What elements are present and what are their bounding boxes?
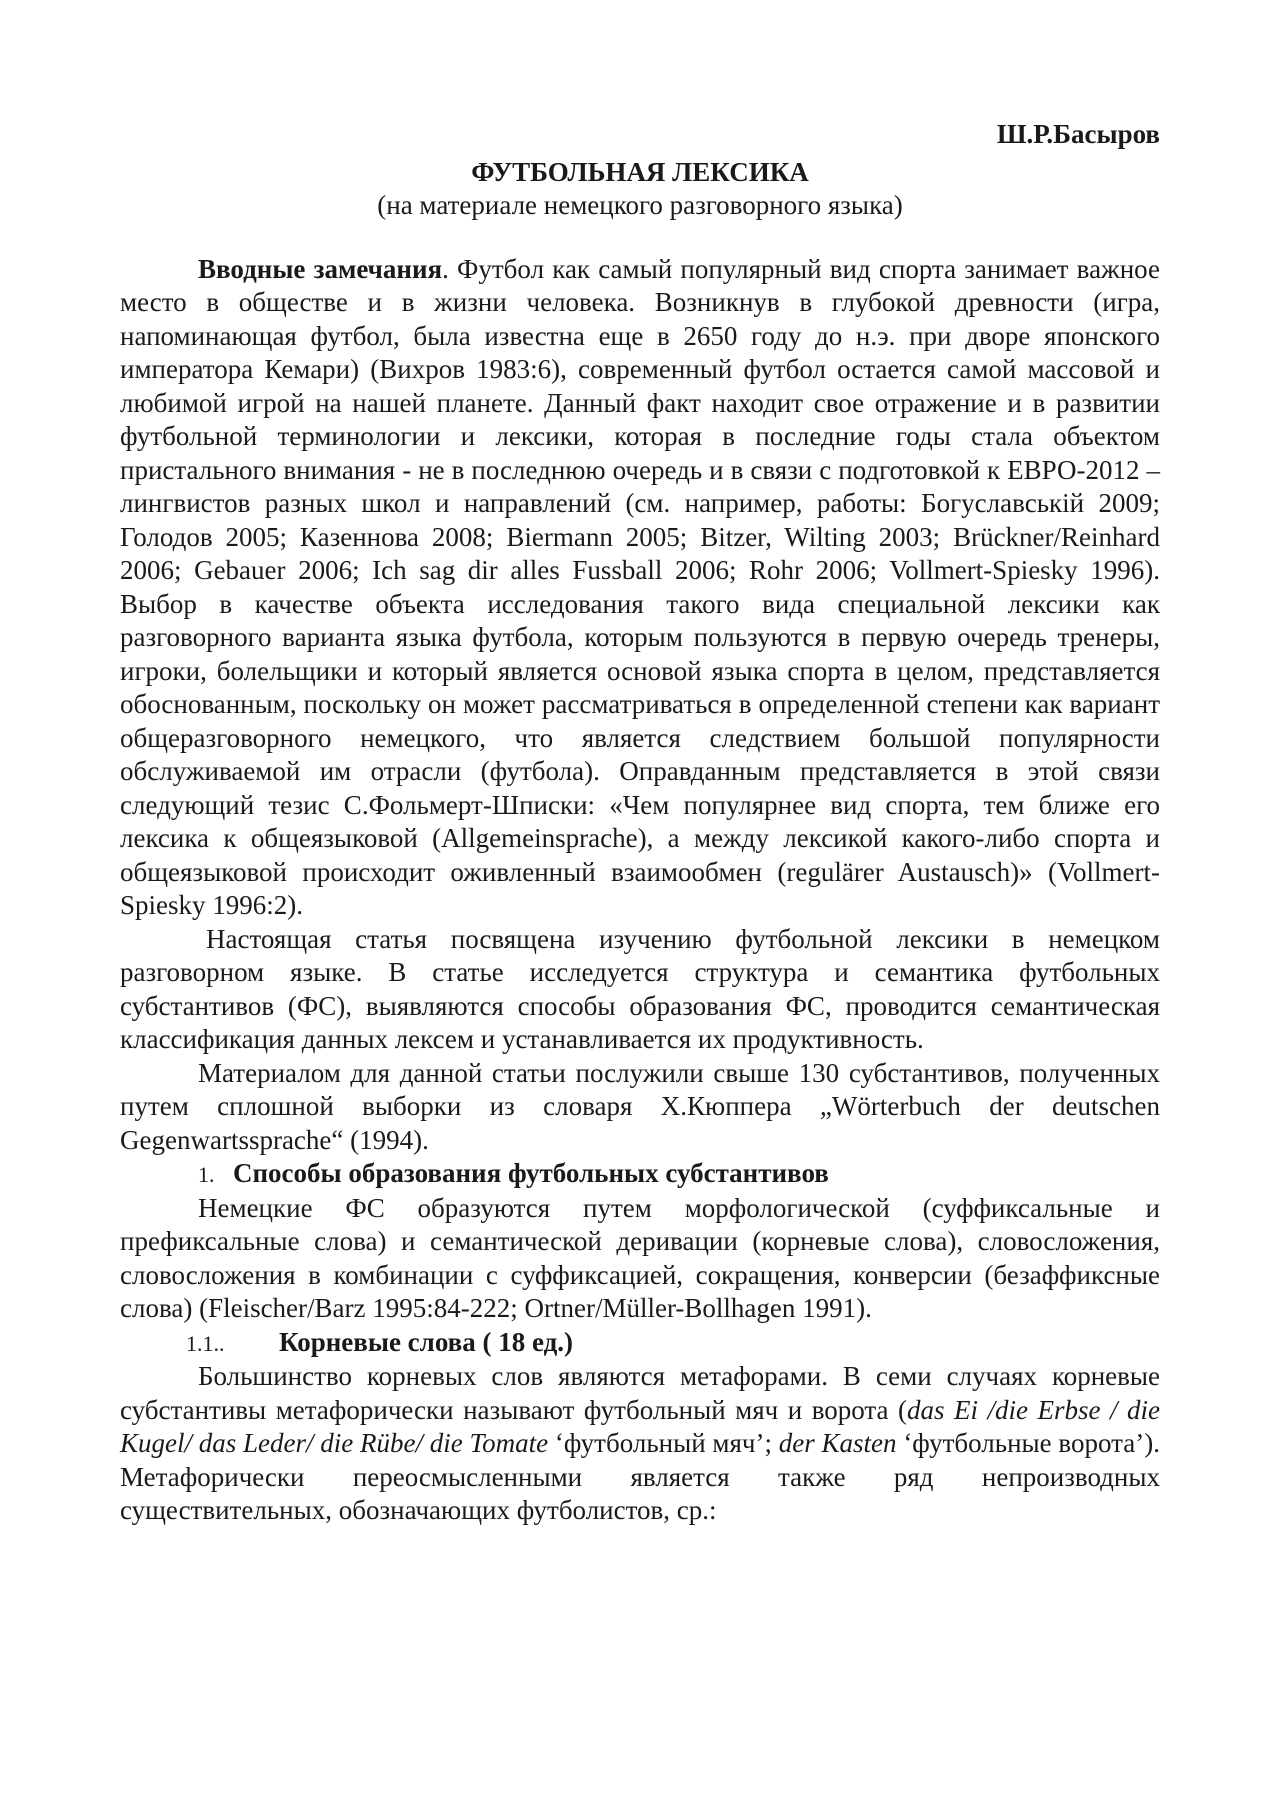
section-number: 1. [198,1162,215,1187]
document-page [120,118,1160,1528]
article-subtitle: (на материале немецкого разговорного языка) [377,190,903,220]
italic-examples-ball: das Ei /die Erbse / die Kugel/ das Leder/ die Rübe/ die Tomate [120,1394,1161,1458]
paragraph-formation: Немецкие ФС образуются путем морфологической (суффиксальные и префиксальные слова) и семантической деривации (корневые слова), словосложения, словосложения в комбинации с суффиксацией, сокращения, конверсии (безаффиксные слова) (Fleischer/Barz 1995:84-222; Ortner/Müller-Bollhagen 1991). [120,1192,1160,1323]
subsection-title: Корневые слова ( 18 ед.) [279,1326,573,1357]
section-heading-1 [120,1157,1160,1192]
paragraph-material: Материалом для данной статьи послужили свыше 130 субстантивов, полученных путем сплошной выборки из словаря Х.Кюппера „Wörterbuch der deutschen Gegenwartssprache“ (1994). [120,1057,1160,1155]
section-heading-1-1 [120,1326,1160,1361]
author-name: Ш.Р.Басыров [996,119,1160,149]
text-run: Большинство корневых слов являются метафорами. В семи случаях корневые субстантивы метафорически называют футбольный мяч и ворота ( [120,1361,1160,1425]
text-run: ‘футбольные ворота’). Метафорически переосмысленными является также ряд непроизводных существительных, обозначающих футболистов, ср.: [120,1428,1160,1525]
article-title: ФУТБОЛЬНАЯ ЛЕКСИКА [471,156,809,187]
section-title: Способы образования футбольных субстантивов [233,1158,829,1188]
paragraph-purpose: Настоящая статья посвящена изучению футбольной лексики в немецком разговорном языке. В статье исследуется структура и семантика футбольных субстантивов (ФС), выявляются способы образования ФС, проводится семантическая классификация данных лексем и устанавливается их продуктивность. [120,923,1160,1054]
text-run: ‘футбольный мяч’; [548,1428,779,1458]
paragraph-root-words [120,1360,1160,1528]
intro-paragraph [120,253,1160,923]
intro-text: . Футбол как самый популярный вид спорта занимает важное место в обществе и в жизни человека. Возникнув в глубокой древности (игра, напоминающая футбол, была известна еще в 2650 году до н.э. при дворе японского императора Кемари) (Вихров 1983:6), современный футбол остается самой массовой и любимой игрой на нашей планете. Данный факт находит свое отражение и в развитии футбольной терминологии и лексики, которая в последние годы стала объектом пристального внимания - не в последнюю очередь и в связи с подготовкой к ЕВРО-2012 – лингвистов разных школ и направлений (см. например, работы: Богуславськiй 2009; Голодов 2005; Казеннова 2008; Biermann 2005; Bitzer, Wilting 2003; Brückner/Reinhard 2006; Gebauer 2006; Ich sag dir alles Fussball 2006; Rohr 2006; Vollmert-Spiesky 1996). Выбор в качестве объекта исследования такого вида специальной лексики как разговорного варианта языка футбола, которым пользуются в первую очередь тренеры, игроки, болельщики и который является основой языка спорта в целом, представляется обоснованным, поскольку он может рассматриваться в определенной степени как вариант общеразговорного немецкого, что является следствием большой популярности обслуживаемой им отрасли (футбола). Оправданным представляется в этой связи следующий тезис С.Фольмерт-Шписки: «Чем популярнее вид спорта, тем ближе его лексика к общеязыковой (Allgemeinsprache), а между лексикой какого-либо спорта и общеязыковой происходит оживленный взаимообмен (regulärer Austausch)» (Vollmert-Spiesky 1996:2). [120,253,1160,920]
italic-example-goal: der Kasten [778,1428,897,1458]
intro-heading: Вводные замечания [198,253,443,284]
subsection-number: 1.1.. [186,1330,225,1356]
